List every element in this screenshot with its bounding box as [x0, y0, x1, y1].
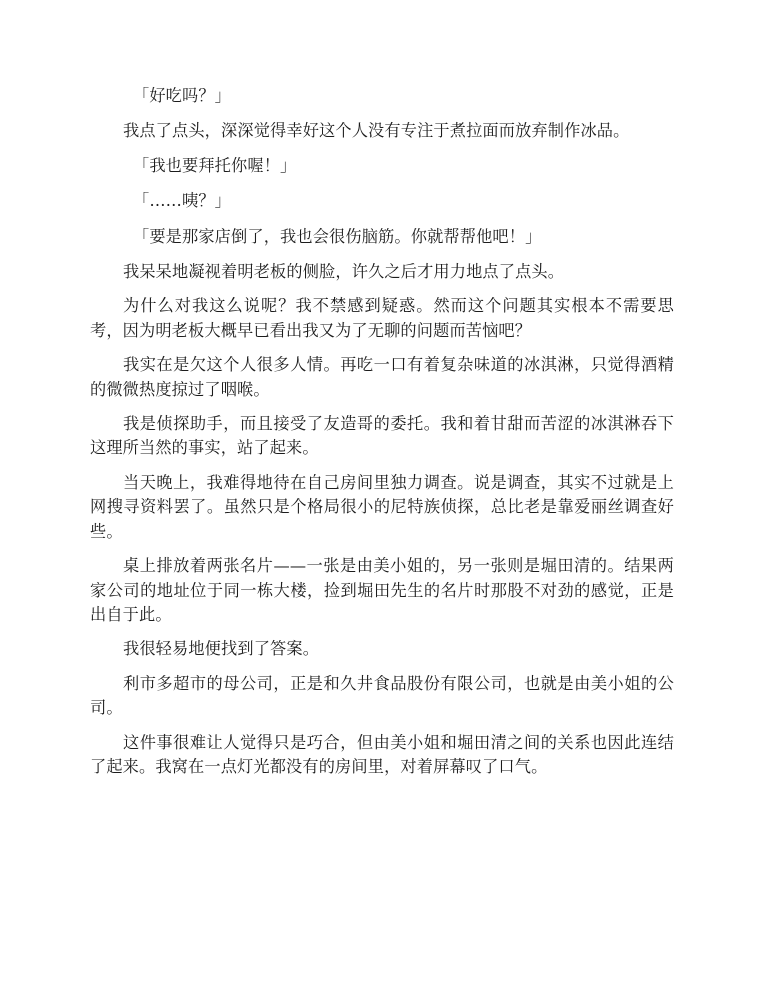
paragraph-dialogue: 「……咦？」: [133, 191, 232, 211]
paragraph-dialogue: 「要是那家店倒了，我也会很伤脑筋。你就帮帮他吧！」: [133, 226, 542, 246]
paragraph-narration: 桌上排放着两张名片——一张是由美小姐的，另一张则是堀田清的。结果两家公司的地址位于同一栋大楼，捡到堀田先生的名片时那股不对劲的感觉，正是出自于此。: [90, 556, 674, 624]
paragraph-narration: 我很轻易地便找到了答案。: [123, 639, 320, 659]
paragraph-narration: 我实在是欠这个人很多人情。再吃一口有着复杂味道的冰淇淋，只觉得酒精的微微热度掠过了咽喉。: [90, 355, 674, 399]
paragraph-narration: 当天晚上，我难得地待在自己房间里独力调查。说是调查，其实不过就是上网搜寻资料罢了。虽然只是个格局很小的尼特族侦探，总比老是靠爱丽丝调查好些。: [90, 472, 674, 541]
paragraph-narration: 我呆呆地凝视着明老板的侧脸，许久之后才用力地点了点头。: [123, 262, 565, 282]
paragraph-narration: 利市多超市的母公司，正是和久井食品股份有限公司，也就是由美小姐的公司。: [90, 673, 674, 718]
paragraph-dialogue: 「好吃吗？」: [133, 86, 232, 105]
paragraph-narration: 为什么对我这么说呢？我不禁感到疑惑。然而这个问题其实根本不需要思考，因为明老板大概早已看出我又为了无聊的问题而苦恼吧？: [90, 296, 674, 340]
paragraph-narration: 这件事很难让人觉得只是巧合，但由美小姐和堀田清之间的关系也因此连结了起来。我窝在一点灯光都没有的房间里，对着屏幕叹了口气。: [90, 732, 674, 776]
paragraph-narration: 我点了点头，深深觉得幸好这个人没有专注于煮拉面而放弃制作冰品。: [123, 121, 630, 141]
body-text-column: [90, 84, 674, 779]
paragraph-dialogue: 「我也要拜托你喔！」: [133, 155, 297, 175]
paragraph-narration: 我是侦探助手，而且接受了友造哥的委托。我和着甘甜而苦涩的冰淇淋吞下这理所当然的事实，站了起来。: [90, 414, 674, 458]
